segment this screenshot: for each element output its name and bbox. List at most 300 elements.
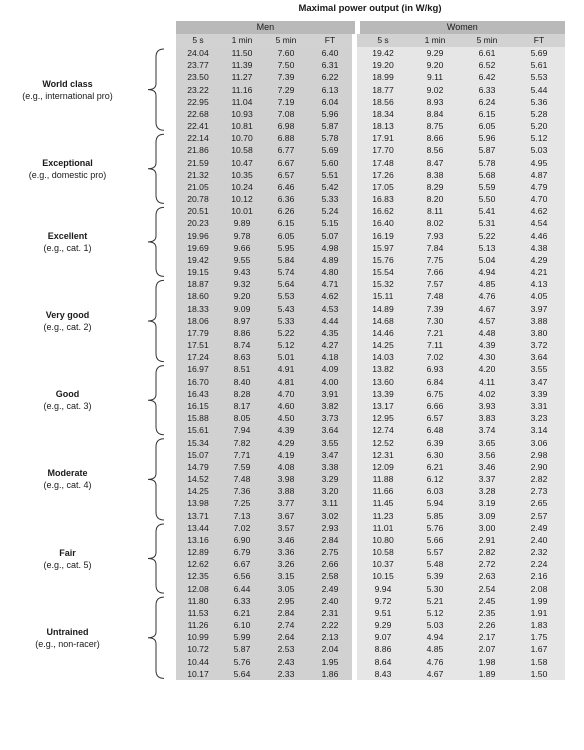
men-cell: 10.35 [220, 169, 264, 181]
men-cell: 14.25 [176, 485, 220, 497]
women-cell: 6.48 [409, 424, 461, 436]
category-name: World class [42, 78, 93, 89]
women-cell: 5.28 [513, 108, 565, 120]
women-cell: 4.87 [513, 169, 565, 181]
women-cell: 3.39 [513, 388, 565, 400]
men-cell: 5.42 [308, 181, 352, 193]
men-cell: 2.74 [264, 619, 308, 631]
women-cell: 3.93 [461, 400, 513, 412]
table-row [176, 339, 565, 351]
men-cell: 3.29 [308, 473, 352, 485]
men-cell: 22.41 [176, 120, 220, 132]
women-cell: 4.30 [461, 351, 513, 363]
group-header-row [176, 21, 565, 34]
women-cell: 1.99 [513, 595, 565, 607]
women-cell: 6.75 [409, 388, 461, 400]
women-cell: 18.13 [357, 120, 409, 132]
women-cell: 4.13 [513, 278, 565, 290]
men-cell: 4.08 [264, 461, 308, 473]
men-cell: 20.51 [176, 205, 220, 217]
men-cell: 4.50 [264, 412, 308, 424]
women-cell: 6.39 [409, 437, 461, 449]
men-cell: 5.24 [308, 205, 352, 217]
men-cell: 4.19 [264, 449, 308, 461]
men-cell: 2.43 [264, 656, 308, 668]
men-cell: 11.26 [176, 619, 220, 631]
women-cell: 6.66 [409, 400, 461, 412]
women-cell: 2.24 [513, 558, 565, 570]
men-cell: 8.63 [220, 351, 264, 363]
women-cell: 8.02 [409, 217, 461, 229]
women-cell: 4.94 [461, 266, 513, 278]
women-cell: 5.41 [461, 205, 513, 217]
men-cell: 6.36 [264, 193, 308, 205]
men-cell: 18.33 [176, 303, 220, 315]
category-label [0, 157, 135, 181]
table-row [176, 351, 565, 363]
men-cell: 5.33 [308, 193, 352, 205]
women-cell: 10.15 [357, 570, 409, 582]
table-row [176, 449, 565, 461]
women-cell: 13.82 [357, 363, 409, 375]
women-cell: 5.30 [409, 583, 461, 595]
women-cell: 1.91 [513, 607, 565, 619]
women-cell: 3.74 [461, 424, 513, 436]
men-cell: 6.22 [308, 71, 352, 83]
men-cell: 5.74 [264, 266, 308, 278]
men-cell: 23.77 [176, 59, 220, 71]
men-cell: 12.62 [176, 558, 220, 570]
women-cell: 2.72 [461, 558, 513, 570]
women-cell: 7.84 [409, 242, 461, 254]
men-cell: 4.89 [308, 254, 352, 266]
women-cell: 5.66 [409, 534, 461, 546]
category-label [0, 78, 135, 102]
men-cell: 5.78 [308, 132, 352, 144]
men-cell: 2.04 [308, 643, 352, 655]
women-cell: 3.46 [461, 461, 513, 473]
women-cell: 4.76 [409, 656, 461, 668]
women-cell: 14.03 [357, 351, 409, 363]
table-row [176, 71, 565, 83]
women-cell: 5.53 [513, 71, 565, 83]
women-cell: 12.31 [357, 449, 409, 461]
men-cell: 3.91 [308, 388, 352, 400]
women-cell: 7.75 [409, 254, 461, 266]
men-cell: 3.11 [308, 497, 352, 509]
table-row [176, 169, 565, 181]
men-cell: 8.51 [220, 363, 264, 375]
women-cell: 8.47 [409, 157, 461, 169]
men-cell: 4.39 [264, 424, 308, 436]
men-cell: 8.05 [220, 412, 264, 424]
women-cell: 15.32 [357, 278, 409, 290]
women-cell: 4.85 [461, 278, 513, 290]
men-cell: 16.70 [176, 376, 220, 388]
men-cell: 9.78 [220, 230, 264, 242]
men-cell: 5.84 [264, 254, 308, 266]
men-cell: 23.22 [176, 84, 220, 96]
category-example: (e.g., domestic pro) [28, 169, 107, 180]
women-cell: 2.73 [513, 485, 565, 497]
category-name: Very good [45, 310, 90, 321]
men-cell: 5.15 [308, 217, 352, 229]
table-row [176, 254, 565, 266]
table-row [176, 388, 565, 400]
women-cell: 6.12 [409, 473, 461, 485]
men-cell: 19.96 [176, 230, 220, 242]
women-cell: 2.16 [513, 570, 565, 582]
women-cell: 2.08 [513, 583, 565, 595]
category-brace [148, 49, 164, 130]
men-cell: 11.50 [220, 47, 264, 59]
men-cell: 6.79 [220, 546, 264, 558]
women-cell: 16.40 [357, 217, 409, 229]
men-cell: 15.61 [176, 424, 220, 436]
men-cell: 8.40 [220, 376, 264, 388]
men-cell: 15.88 [176, 412, 220, 424]
table-row [176, 473, 565, 485]
men-cell: 5.76 [220, 656, 264, 668]
women-cell: 9.51 [357, 607, 409, 619]
category-braces [140, 0, 170, 750]
men-cell: 4.70 [264, 388, 308, 400]
women-cell: 2.35 [461, 607, 513, 619]
women-cell: 15.11 [357, 290, 409, 302]
men-cell: 2.64 [264, 631, 308, 643]
women-cell: 9.94 [357, 583, 409, 595]
table-row [176, 631, 565, 643]
women-cell: 6.52 [461, 59, 513, 71]
women-cell: 3.65 [461, 437, 513, 449]
women-cell: 7.11 [409, 339, 461, 351]
table-row [176, 96, 565, 108]
women-cell: 8.29 [409, 181, 461, 193]
women-cell: 2.17 [461, 631, 513, 643]
table-row [176, 461, 565, 473]
men-cell: 10.70 [220, 132, 264, 144]
men-cell: 4.71 [308, 278, 352, 290]
men-cell: 8.97 [220, 315, 264, 327]
category-example: (e.g., cat. 1) [43, 242, 92, 253]
women-cell: 3.88 [513, 315, 565, 327]
men-cell: 10.44 [176, 656, 220, 668]
women-cell: 19.20 [357, 59, 409, 71]
men-cell: 5.53 [264, 290, 308, 302]
men-cell: 19.69 [176, 242, 220, 254]
women-cell: 7.30 [409, 315, 461, 327]
table-row [176, 59, 565, 71]
women-cell: 13.60 [357, 376, 409, 388]
men-cell: 5.12 [264, 339, 308, 351]
column-header: 5 s [357, 34, 409, 47]
women-cell: 11.45 [357, 497, 409, 509]
women-cell: 5.22 [461, 230, 513, 242]
men-cell: 5.07 [308, 230, 352, 242]
men-cell: 19.15 [176, 266, 220, 278]
women-cell: 9.20 [409, 59, 461, 71]
table-row [176, 108, 565, 120]
women-cell: 17.26 [357, 169, 409, 181]
men-cell: 13.71 [176, 510, 220, 522]
men-cell: 2.84 [264, 607, 308, 619]
men-cell: 4.27 [308, 339, 352, 351]
women-cell: 6.57 [409, 412, 461, 424]
men-cell: 10.58 [220, 144, 264, 156]
women-cell: 6.03 [409, 485, 461, 497]
women-cell: 5.13 [461, 242, 513, 254]
men-cell: 24.04 [176, 47, 220, 59]
table-row [176, 485, 565, 497]
women-cell: 11.01 [357, 522, 409, 534]
men-cell: 4.81 [264, 376, 308, 388]
women-cell: 3.19 [461, 497, 513, 509]
men-cell: 22.14 [176, 132, 220, 144]
women-cell: 8.66 [409, 132, 461, 144]
category-labels [0, 0, 150, 750]
men-cell: 3.02 [308, 510, 352, 522]
men-cell: 7.60 [264, 47, 308, 59]
men-cell: 2.58 [308, 570, 352, 582]
category-brace [148, 524, 164, 593]
category-brace [148, 207, 164, 276]
men-cell: 6.57 [264, 169, 308, 181]
women-cell: 9.72 [357, 595, 409, 607]
women-cell: 6.05 [461, 120, 513, 132]
men-cell: 10.81 [220, 120, 264, 132]
women-group-header: Women [360, 21, 565, 34]
men-cell: 2.33 [264, 668, 308, 680]
table-row [176, 242, 565, 254]
women-cell: 7.21 [409, 327, 461, 339]
women-cell: 4.79 [513, 181, 565, 193]
men-cell: 16.43 [176, 388, 220, 400]
women-cell: 2.49 [513, 522, 565, 534]
women-cell: 7.39 [409, 303, 461, 315]
men-cell: 3.64 [308, 424, 352, 436]
table-row [176, 205, 565, 217]
men-cell: 3.55 [308, 437, 352, 449]
men-cell: 6.98 [264, 120, 308, 132]
women-cell: 3.31 [513, 400, 565, 412]
women-cell: 7.66 [409, 266, 461, 278]
men-cell: 6.44 [220, 583, 264, 595]
men-cell: 3.38 [308, 461, 352, 473]
category-name: Moderate [47, 468, 88, 479]
power-table [176, 21, 565, 680]
women-cell: 2.40 [513, 534, 565, 546]
men-cell: 6.05 [264, 230, 308, 242]
women-cell: 4.67 [461, 303, 513, 315]
men-cell: 7.59 [220, 461, 264, 473]
men-cell: 5.69 [308, 144, 352, 156]
women-cell: 8.75 [409, 120, 461, 132]
women-cell: 10.58 [357, 546, 409, 558]
women-cell: 14.25 [357, 339, 409, 351]
column-header-row [176, 34, 565, 47]
women-cell: 4.85 [409, 643, 461, 655]
men-cell: 3.98 [264, 473, 308, 485]
men-cell: 7.71 [220, 449, 264, 461]
women-cell: 8.20 [409, 193, 461, 205]
women-cell: 18.77 [357, 84, 409, 96]
men-cell: 7.19 [264, 96, 308, 108]
table-row [176, 400, 565, 412]
category-label [0, 388, 135, 412]
men-cell: 22.68 [176, 108, 220, 120]
men-cell: 2.66 [308, 558, 352, 570]
table-row [176, 84, 565, 96]
women-cell: 2.91 [461, 534, 513, 546]
women-cell: 11.23 [357, 510, 409, 522]
women-cell: 12.52 [357, 437, 409, 449]
men-cell: 5.33 [264, 315, 308, 327]
column-header: FT [513, 34, 565, 47]
column-header: 5 min [461, 34, 513, 47]
men-cell: 23.50 [176, 71, 220, 83]
table-row [176, 643, 565, 655]
men-cell: 6.31 [308, 59, 352, 71]
men-cell: 5.01 [264, 351, 308, 363]
women-cell: 2.82 [513, 473, 565, 485]
women-cell: 5.12 [409, 607, 461, 619]
men-cell: 3.77 [264, 497, 308, 509]
men-cell: 10.24 [220, 181, 264, 193]
women-cell: 13.39 [357, 388, 409, 400]
table-row [176, 595, 565, 607]
men-cell: 5.87 [220, 643, 264, 655]
women-cell: 7.93 [409, 230, 461, 242]
women-cell: 3.06 [513, 437, 565, 449]
women-cell: 1.67 [513, 643, 565, 655]
men-cell: 2.84 [308, 534, 352, 546]
women-cell: 8.11 [409, 205, 461, 217]
men-cell: 14.52 [176, 473, 220, 485]
men-cell: 5.99 [220, 631, 264, 643]
men-cell: 7.29 [264, 84, 308, 96]
men-cell: 5.60 [308, 157, 352, 169]
men-cell: 7.82 [220, 437, 264, 449]
men-cell: 9.43 [220, 266, 264, 278]
women-cell: 7.57 [409, 278, 461, 290]
men-cell: 2.13 [308, 631, 352, 643]
women-cell: 8.86 [357, 643, 409, 655]
men-cell: 9.89 [220, 217, 264, 229]
women-cell: 4.54 [513, 217, 565, 229]
women-cell: 1.75 [513, 631, 565, 643]
category-label [0, 467, 135, 491]
men-cell: 9.20 [220, 290, 264, 302]
category-name: Good [55, 389, 80, 400]
table-row [176, 290, 565, 302]
men-cell: 5.96 [308, 108, 352, 120]
men-cell: 11.53 [176, 607, 220, 619]
men-cell: 3.73 [308, 412, 352, 424]
men-cell: 9.32 [220, 278, 264, 290]
men-cell: 5.22 [264, 327, 308, 339]
men-cell: 21.05 [176, 181, 220, 193]
category-brace [148, 134, 164, 203]
women-cell: 2.82 [461, 546, 513, 558]
women-cell: 5.50 [461, 193, 513, 205]
women-cell: 6.15 [461, 108, 513, 120]
men-cell: 4.60 [264, 400, 308, 412]
men-cell: 4.35 [308, 327, 352, 339]
men-cell: 6.33 [220, 595, 264, 607]
men-cell: 6.46 [264, 181, 308, 193]
men-cell: 2.93 [308, 522, 352, 534]
women-cell: 2.57 [513, 510, 565, 522]
women-cell: 5.69 [513, 47, 565, 59]
women-cell: 4.48 [461, 327, 513, 339]
women-cell: 11.66 [357, 485, 409, 497]
women-cell: 6.61 [461, 47, 513, 59]
men-cell: 12.08 [176, 583, 220, 595]
category-label [0, 309, 135, 333]
men-cell: 22.95 [176, 96, 220, 108]
table-row [176, 424, 565, 436]
men-cell: 3.26 [264, 558, 308, 570]
women-cell: 3.00 [461, 522, 513, 534]
women-cell: 9.29 [409, 47, 461, 59]
women-cell: 2.63 [461, 570, 513, 582]
women-cell: 5.03 [409, 619, 461, 631]
women-cell: 4.62 [513, 205, 565, 217]
women-cell: 5.04 [461, 254, 513, 266]
women-cell: 17.48 [357, 157, 409, 169]
women-cell: 3.14 [513, 424, 565, 436]
men-cell: 7.25 [220, 497, 264, 509]
men-cell: 20.78 [176, 193, 220, 205]
men-cell: 5.95 [264, 242, 308, 254]
men-cell: 21.59 [176, 157, 220, 169]
men-cell: 17.24 [176, 351, 220, 363]
category-example: (e.g., cat. 5) [43, 559, 92, 570]
women-cell: 4.76 [461, 290, 513, 302]
men-cell: 5.64 [264, 278, 308, 290]
women-cell: 5.48 [409, 558, 461, 570]
women-cell: 14.89 [357, 303, 409, 315]
category-label [0, 230, 135, 254]
men-cell: 5.87 [308, 120, 352, 132]
table-row [176, 217, 565, 229]
men-cell: 11.39 [220, 59, 264, 71]
table-body [176, 47, 565, 680]
men-cell: 8.28 [220, 388, 264, 400]
category-label [0, 547, 135, 571]
men-cell: 2.22 [308, 619, 352, 631]
men-cell: 14.79 [176, 461, 220, 473]
women-cell: 12.09 [357, 461, 409, 473]
men-cell: 12.89 [176, 546, 220, 558]
women-cell: 6.42 [461, 71, 513, 83]
women-cell: 2.65 [513, 497, 565, 509]
men-cell: 10.12 [220, 193, 264, 205]
men-cell: 7.94 [220, 424, 264, 436]
women-cell: 3.09 [461, 510, 513, 522]
men-cell: 15.34 [176, 437, 220, 449]
column-header: 1 min [220, 34, 264, 47]
women-cell: 9.29 [357, 619, 409, 631]
men-cell: 18.87 [176, 278, 220, 290]
women-cell: 5.57 [409, 546, 461, 558]
men-cell: 10.72 [176, 643, 220, 655]
men-cell: 13.98 [176, 497, 220, 509]
men-cell: 4.00 [308, 376, 352, 388]
women-cell: 4.05 [513, 290, 565, 302]
category-name: Exceptional [42, 157, 93, 168]
women-cell: 3.80 [513, 327, 565, 339]
